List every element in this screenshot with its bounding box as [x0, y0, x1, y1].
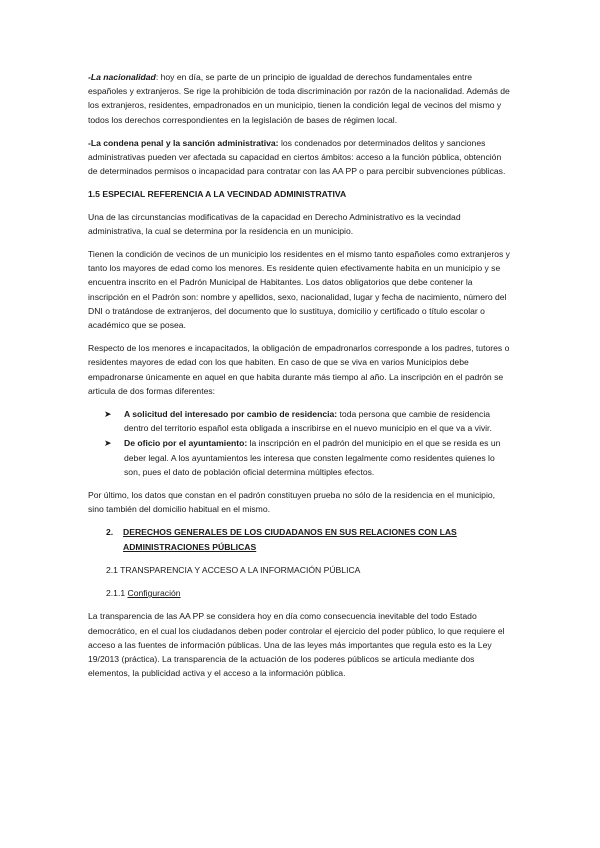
section-title: Configuración: [127, 588, 181, 599]
paragraph-lead: -La nacionalidad: [88, 72, 156, 82]
paragraph-transparencia: La transparencia de las AA PP se considera hoy en día como consecuencia inevitable del todo Estado democrático, en el cual los ciudadanos deben poder controlar el ejercicio del poder público, lo que requiere el acceso a las fuentes de información públicas. Una de las leyes más importantes que regula esto es la Ley 19/2013 (práctica). La transparencia de la actuación de los poderes públicos se articula mediante dos elementos, la publicidad activa y el acceso a la información pública.: [88, 611, 505, 679]
paragraph-vecinos: Tienen la condición de vecinos de un municipio los residentes en el mismo tanto españoles como extranjeros y tanto los mayores de edad como los menores. Es residente quien efectivamente habita en un municipio y se encuentra inscrito en el Padrón Municipal de Habitantes. Los datos obligatorios que debe contener la inscripción en el Padrón son: nombre y apellidos, sexo, nacionalidad, lugar y fecha de nacimiento, número del DNI o tratándose de extranjeros, del documento que lo sustituya, domicilio y certificado o título escolar o académico que se posea.: [88, 249, 510, 331]
section-heading-1-5: 1.5 ESPECIAL REFERENCIA A LA VECINDAD ADMINISTRATIVA: [88, 189, 347, 200]
list-item-text: la inscripción en el padrón del municipio en el que se resida es un deber legal. A los ayuntamientos les interesa que consten legalmente como residentes quienes lo son, pues el dato de población oficial determina múltiples efectos.: [124, 438, 501, 477]
paragraph-text: : hoy en día, se parte de un principio de igualdad de derechos fundamentales entre españoles y extranjeros. Se rige la prohibición de toda discriminación por razón de la nacionalidad. Además de los extranjeros, residentes, empadronados en un municipio, tienen la condición legal de vecinos del mismo y todos los derechos correspondientes en la legislación de bases de régimen local.: [88, 72, 510, 125]
list-item-lead: A solicitud del interesado por cambio de residencia:: [124, 409, 338, 420]
list-item-text: toda persona que cambie de residencia dentro del territorio español esta obligada a inscribirse en el nuevo municipio en el que va a vivir.: [124, 409, 492, 434]
section-heading-2-1: 2.1 TRANSPARENCIA Y ACCESO A LA INFORMACIÓN PÚBLICA: [106, 564, 361, 575]
section-heading-2: [106, 525, 512, 553]
section-title: DERECHOS GENERALES DE LOS CIUDADANOS EN SUS RELACIONES CON LAS ADMINISTRACIONES PÚBLICAS: [123, 527, 457, 552]
list-item: [104, 436, 512, 479]
arrow-bullet-icon: ➤: [104, 438, 112, 449]
paragraph-lead: -La condena penal y la sanción administrativa:: [88, 137, 279, 148]
section-number: 2.: [106, 527, 114, 538]
inscription-list: [88, 407, 512, 479]
paragraph-vecindad-intro: Una de las circunstancias modificativas de la capacidad en Derecho Administrativo es la vecindad administrativa, la cual se determina por la residencia en un municipio.: [88, 211, 461, 236]
section-number: 2.1.1: [106, 588, 128, 599]
list-item: [104, 407, 512, 435]
paragraph-condena: [88, 136, 512, 179]
list-item-lead: De oficio por el ayuntamiento:: [124, 438, 248, 449]
section-heading-2-1-1: [106, 586, 512, 600]
paragraph-nacionalidad: [88, 70, 512, 127]
paragraph-text: los condenados por determinados delitos y sanciones administrativas pueden ver afectada su capacidad en ciertos ámbitos: acceso a la función pública, obtención de determinados permisos o incapacidad para contratar con las AA PP o para percibir subvenciones públicas.: [88, 137, 506, 177]
paragraph-prueba: Por último, los datos que constan en el padrón constituyen prueba no sólo de la residencia en el municipio, sino también del domicilio habitual en el mismo.: [88, 490, 496, 515]
paragraph-menores: Respecto de los menores e incapacitados, la obligación de empadronarlos corresponde a los padres, tutores o residentes mayores de edad con los que habiten. En caso de que se viva en varios Municipios debe empadronarse únicamente en aquel en que habita durante más tiempo al año. La inscripción en el padrón se articula de dos formas diferentes:: [88, 343, 510, 396]
arrow-bullet-icon: ➤: [104, 409, 112, 420]
